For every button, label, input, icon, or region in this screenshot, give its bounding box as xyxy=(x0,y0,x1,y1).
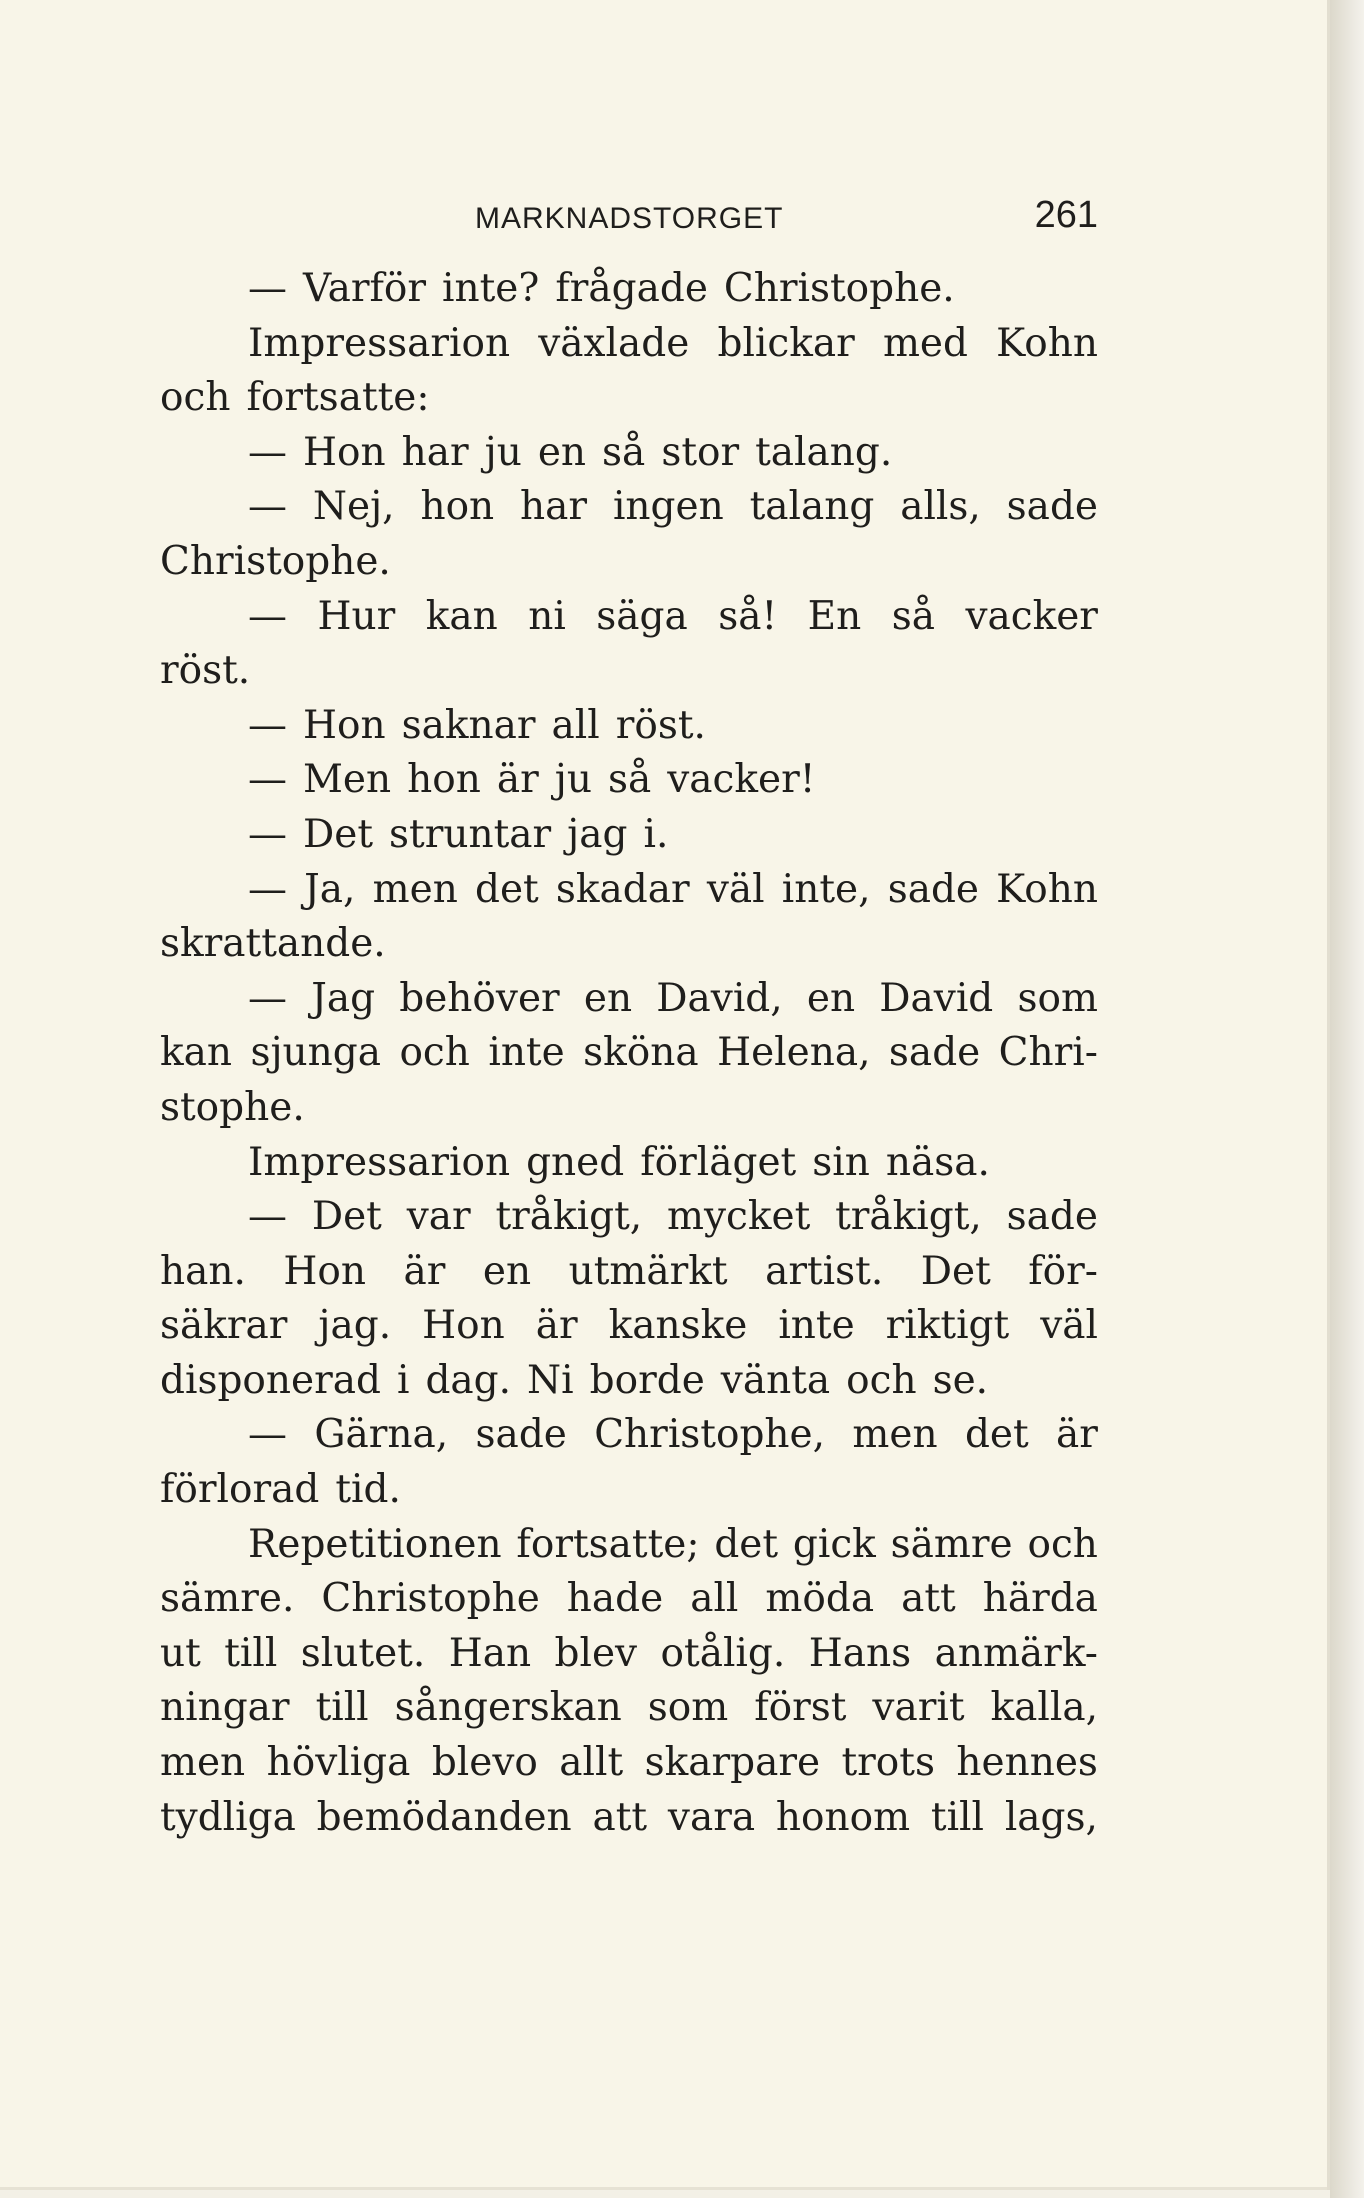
word: sämre. xyxy=(160,1576,295,1622)
word: Han xyxy=(448,1630,532,1676)
word: tydliga xyxy=(160,1794,296,1840)
word: Christophe xyxy=(321,1576,540,1622)
word: väl xyxy=(706,866,765,912)
word: Hon xyxy=(303,702,386,748)
word: till xyxy=(315,1685,369,1731)
word: ju xyxy=(554,757,592,803)
word: så xyxy=(602,429,646,475)
word: till xyxy=(930,1794,984,1840)
word: men xyxy=(372,866,458,912)
text-line xyxy=(160,753,1098,808)
word: i. xyxy=(643,811,669,857)
word: vacker xyxy=(965,593,1098,639)
word: utmärkt xyxy=(568,1248,728,1294)
text-line xyxy=(160,917,1098,972)
word: men xyxy=(160,1740,246,1786)
text-line xyxy=(160,1408,1098,1463)
word: är xyxy=(403,1248,446,1294)
word: i xyxy=(396,1357,410,1403)
word: Hans xyxy=(808,1630,912,1676)
word: ju xyxy=(484,429,522,475)
word: skadar xyxy=(555,866,690,912)
word: Det xyxy=(311,1194,382,1240)
word: — xyxy=(248,266,287,311)
text-line xyxy=(160,1627,1098,1682)
word: skrattande. xyxy=(160,921,386,967)
word: all xyxy=(551,702,600,748)
word: all xyxy=(690,1576,739,1622)
word: Hon xyxy=(283,1248,366,1294)
word: sämre xyxy=(890,1521,1013,1567)
word: blev xyxy=(554,1630,638,1676)
word: så! xyxy=(718,593,778,639)
word: slutet. xyxy=(300,1630,426,1676)
word: med xyxy=(882,320,968,366)
word: han. xyxy=(160,1248,246,1294)
word: alls, xyxy=(900,484,981,530)
word: ingen xyxy=(612,484,724,530)
word: stor xyxy=(661,429,740,475)
word: hade xyxy=(566,1576,664,1622)
word: — xyxy=(248,866,287,912)
word: tråkigt, xyxy=(835,1194,982,1240)
word: för- xyxy=(1028,1248,1098,1294)
word: saknar xyxy=(401,702,536,748)
word: hon xyxy=(420,484,495,530)
word: lags, xyxy=(1004,1794,1098,1840)
word: — xyxy=(248,702,287,748)
word: kan xyxy=(425,593,498,639)
word: Kohn xyxy=(996,866,1098,912)
text-line xyxy=(160,808,1098,863)
word: hövliga xyxy=(266,1740,411,1786)
word: och xyxy=(1027,1521,1098,1567)
text-line xyxy=(160,1026,1098,1081)
word: — xyxy=(248,975,287,1021)
word: så xyxy=(891,593,935,639)
word: — xyxy=(248,757,287,803)
word: till xyxy=(224,1630,278,1676)
text-line xyxy=(160,1245,1098,1300)
word: är xyxy=(1056,1412,1098,1458)
word: Hur xyxy=(317,593,396,639)
word: Impressarion xyxy=(248,1139,511,1185)
text-line xyxy=(160,1681,1098,1736)
text-line xyxy=(160,426,1098,481)
word: en xyxy=(482,1248,532,1294)
word: — xyxy=(248,429,287,475)
word: se. xyxy=(932,1357,989,1403)
text-line xyxy=(160,1572,1098,1627)
word: Christophe. xyxy=(160,538,391,584)
text-line xyxy=(160,262,1098,317)
word: kan xyxy=(160,1030,233,1076)
word: David xyxy=(879,975,994,1021)
word: inte xyxy=(778,1303,855,1349)
word: Nej, xyxy=(312,484,395,530)
text-line xyxy=(160,1081,1098,1136)
word: Det xyxy=(303,811,374,857)
word: Repetitionen xyxy=(248,1521,502,1567)
word: som xyxy=(647,1685,729,1731)
word: fortsatte; xyxy=(516,1521,700,1567)
word: blevo xyxy=(431,1740,538,1786)
word: säga xyxy=(596,593,688,639)
word: trots xyxy=(841,1740,935,1786)
text-line xyxy=(160,590,1098,645)
word: mycket xyxy=(667,1194,811,1240)
word: det xyxy=(964,1412,1029,1458)
word: Christophe, xyxy=(594,1412,826,1458)
word: och xyxy=(399,1030,470,1076)
text-line xyxy=(160,480,1098,535)
word: har xyxy=(401,429,469,475)
text-line xyxy=(160,1136,1098,1191)
word: — xyxy=(248,1194,287,1240)
text-line xyxy=(160,699,1098,754)
word: sade xyxy=(888,1030,981,1076)
word: växlade xyxy=(538,320,690,366)
word: anmärk- xyxy=(934,1630,1098,1676)
text-line xyxy=(160,972,1098,1027)
text-line xyxy=(160,1518,1098,1573)
word: varit xyxy=(872,1685,965,1731)
word: sköna xyxy=(583,1030,699,1076)
word: men xyxy=(852,1412,938,1458)
word: disponerad xyxy=(160,1357,381,1403)
word: Chri- xyxy=(998,1030,1098,1076)
text-line xyxy=(160,1190,1098,1245)
word: det xyxy=(714,1521,779,1567)
word: David, xyxy=(656,975,783,1021)
word: honom xyxy=(775,1794,911,1840)
word: röst. xyxy=(615,702,706,748)
word: är xyxy=(535,1303,578,1349)
word: riktigt xyxy=(885,1303,1010,1349)
word: Men xyxy=(303,757,392,803)
word: ut xyxy=(160,1630,201,1676)
text-line xyxy=(160,1736,1098,1791)
word: gned xyxy=(526,1139,625,1185)
word: — xyxy=(248,1412,287,1458)
word: näsa. xyxy=(885,1139,990,1185)
word: det xyxy=(475,866,539,912)
word: röst. xyxy=(160,648,251,694)
word: vänta xyxy=(720,1357,831,1403)
word: kalla, xyxy=(990,1685,1098,1731)
word: att xyxy=(901,1576,956,1622)
word: härda xyxy=(982,1576,1098,1622)
word: behöver xyxy=(399,975,560,1021)
word: jag. xyxy=(318,1303,392,1349)
word: dag. xyxy=(425,1357,512,1403)
word: vacker! xyxy=(667,757,816,803)
word: Det xyxy=(920,1248,991,1294)
word: Christophe. xyxy=(723,266,955,311)
word: jag xyxy=(567,811,628,857)
word: — xyxy=(248,593,287,639)
word: förlorad xyxy=(160,1467,320,1513)
word: en xyxy=(537,429,587,475)
body-text xyxy=(160,262,1098,1845)
word: sade xyxy=(475,1412,567,1458)
word: Hon xyxy=(422,1303,505,1349)
word: sjunga xyxy=(250,1030,382,1076)
text-line xyxy=(160,1463,1098,1518)
word: hon xyxy=(407,757,481,803)
word: en xyxy=(806,975,856,1021)
word: sade xyxy=(1006,1194,1098,1240)
word: så xyxy=(607,757,652,803)
word: väl xyxy=(1040,1303,1098,1349)
text-line xyxy=(160,317,1098,372)
word: förläget xyxy=(640,1139,797,1185)
word: har xyxy=(520,484,588,530)
word: Varför xyxy=(303,266,427,311)
word: sade xyxy=(887,866,979,912)
word: vara xyxy=(667,1794,756,1840)
word: frågade xyxy=(555,266,708,311)
word: stophe. xyxy=(160,1084,305,1130)
word: en xyxy=(583,975,633,1021)
word: allt xyxy=(559,1740,624,1786)
word: Helena, xyxy=(717,1030,871,1076)
word: Ni xyxy=(527,1357,574,1403)
word: — xyxy=(248,811,287,857)
word: Jag xyxy=(311,975,376,1021)
page-number: 261 xyxy=(1034,194,1098,236)
text-line xyxy=(160,1354,1098,1409)
word: ni xyxy=(528,593,566,639)
word: tid. xyxy=(335,1467,401,1513)
word: skarpare xyxy=(644,1740,821,1786)
word: säkrar xyxy=(160,1303,288,1349)
running-head: MARKNADSTORGET xyxy=(475,202,784,235)
word: fortsatte: xyxy=(246,375,430,421)
text-line xyxy=(160,535,1098,590)
word: Ja, xyxy=(304,866,356,912)
word: borde xyxy=(589,1357,705,1403)
word: Kohn xyxy=(996,320,1098,366)
word: gick xyxy=(792,1521,876,1567)
word: Gärna, xyxy=(314,1412,449,1458)
word: blickar xyxy=(717,320,855,366)
word: tråkigt, xyxy=(495,1194,643,1240)
word: först xyxy=(754,1685,847,1731)
word: inte, xyxy=(781,866,871,912)
text-line xyxy=(160,371,1098,426)
word: sångerskan xyxy=(394,1685,622,1731)
word: talang. xyxy=(755,429,893,475)
word: är xyxy=(496,757,539,803)
word: som xyxy=(1017,975,1098,1021)
text-line xyxy=(160,644,1098,699)
word: hennes xyxy=(956,1740,1098,1786)
page-edge xyxy=(1330,0,1364,2198)
word: sade xyxy=(1006,484,1098,530)
word: inte? xyxy=(442,266,540,311)
word: talang xyxy=(749,484,875,530)
word: inte xyxy=(488,1030,565,1076)
text-line xyxy=(160,1299,1098,1354)
word: ningar xyxy=(160,1685,290,1731)
text-line xyxy=(160,1791,1098,1846)
word: Impressarion xyxy=(248,320,511,366)
word: artist. xyxy=(765,1248,884,1294)
word: kanske xyxy=(608,1303,748,1349)
word: sin xyxy=(812,1139,870,1185)
word: och xyxy=(846,1357,917,1403)
word: — xyxy=(248,484,287,530)
text-line xyxy=(160,863,1098,918)
word: En xyxy=(807,593,862,639)
word: att xyxy=(592,1794,648,1840)
page-header xyxy=(160,194,1098,242)
word: otålig. xyxy=(660,1630,786,1676)
word: bemödanden xyxy=(316,1794,572,1840)
word: möda xyxy=(765,1576,875,1622)
word: struntar xyxy=(389,811,552,857)
word: var xyxy=(406,1194,471,1240)
word: och xyxy=(160,375,231,421)
word: Hon xyxy=(303,429,386,475)
